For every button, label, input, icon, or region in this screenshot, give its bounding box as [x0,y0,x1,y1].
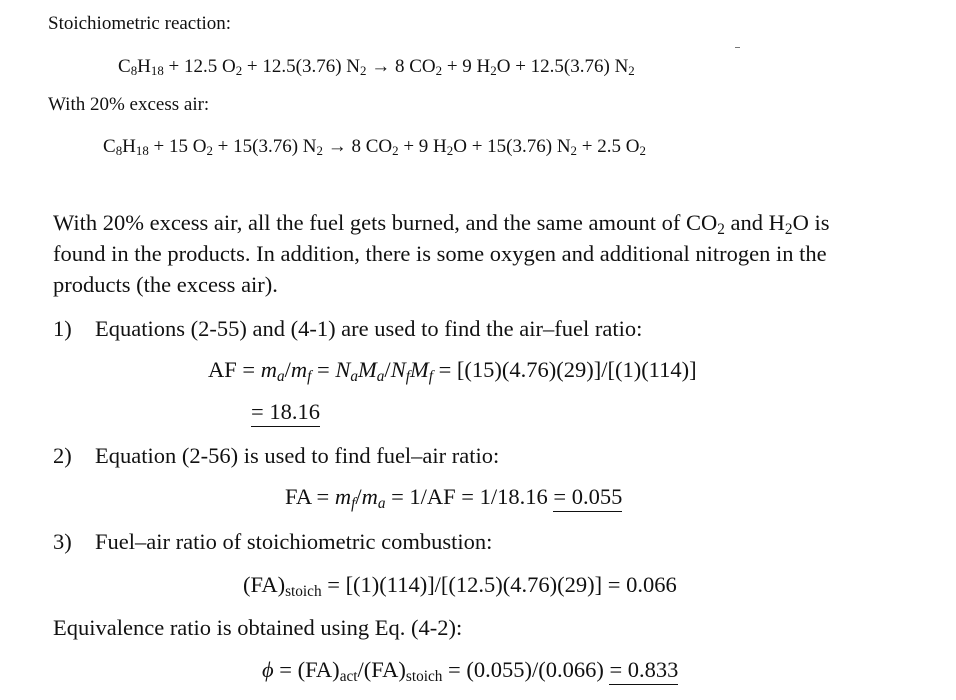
fuel-air-ratio-equation: FA = $m_f/m_a = 1/AF = 1/18.16 = 0.055$ [285,484,623,512]
paragraph-line-1: With 20% excess air, all the fuel gets burned, and the same amount of $CO_2$ and $H_2O$ is [53,210,830,238]
paragraph-line-2: found in the products. In addition, there is some oxygen and additional nitrogen in the [53,241,827,266]
stoich-fuel-air-ratio-equation: $(FA)_{stoich} = [(1)(114)]/[(12.5)(4.76)(29)] = 0.066$ [243,572,677,600]
equivalence-ratio-text: Equivalence ratio is obtained using Eq. (4-2): [53,615,463,640]
excess-air-heading: With 20% excess air: [48,94,210,115]
fuel-air-ratio-result: = 0.055 [553,486,622,512]
scan-speck [735,47,740,48]
stoich-reaction-equation: $C_8H_{18} + 12.5$ $O_2 + 12.5(3.76) N_2 \to 8$ $CO_2 + 9$ $H_2O + 12.5(3.76)$ $N_2$ [118,56,635,79]
paragraph-line-3: products (the excess air). [53,272,278,297]
step-3-number: 3) [53,529,72,554]
excess-air-reaction-equation: $C_8H_{18} + 15$ $O_2 + 15(3.76) N_2 \to 8$ $CO_2 + 9$ $H_2O + 15(3.76) N_2 + 2.5$ $O_2$ [103,136,646,159]
air-fuel-ratio-equation: AF = $m_a/m_f = N_aM_a/N_fM_f = [(15)(4.76)(29)]/[(1)(114)]$ [208,357,697,385]
step-1-text: Equations (2-55) and (4-1) are used to find the air–fuel ratio: [95,316,643,341]
step-2-number: 2) [53,443,72,468]
equivalence-ratio-result: = 0.833 [609,659,678,685]
step-1-number: 1) [53,316,72,341]
step-2-text: Equation (2-56) is used to find fuel–air ratio: [95,443,500,468]
air-fuel-ratio-result: = 18.16 [251,401,320,427]
step-3-text: Fuel–air ratio of stoichiometric combustion: [95,529,493,554]
equivalence-ratio-equation: $\phi = (FA)_{act}/(FA)_{stoich} = (0.055)/(0.066) = 0.833$ [262,657,679,685]
stoich-heading: Stoichiometric reaction: [48,13,232,34]
